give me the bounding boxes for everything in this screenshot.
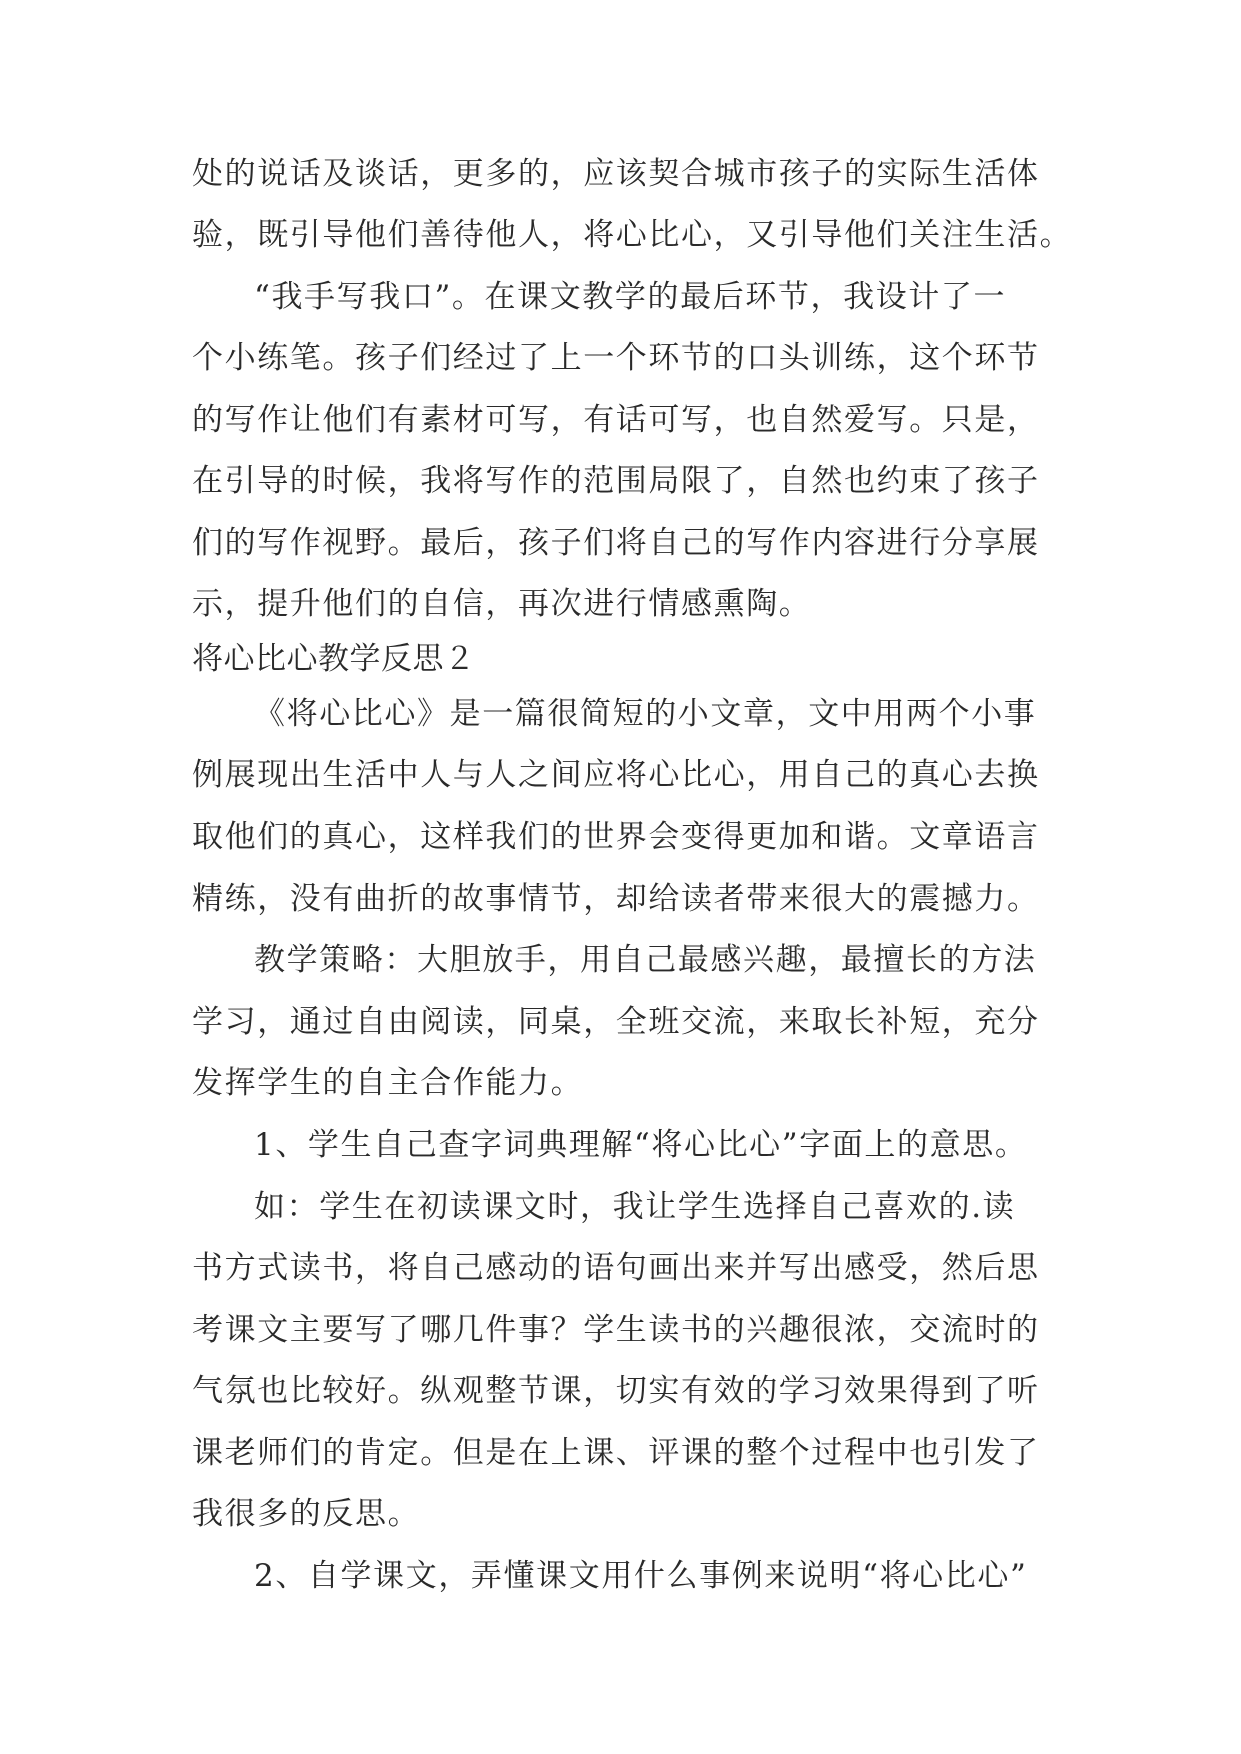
paragraph-line: 在引导的时候，我将写作的范围局限了，自然也约束了孩子 [192,463,1040,499]
paragraph-line: 气氛也比较好。纵观整节课，切实有效的学习效果得到了听 [192,1373,1040,1409]
paragraph-line: 课老师们的肯定。但是在上课、评课的整个过程中也引发了 [192,1435,1040,1471]
paragraph-line: 示，提升他们的自信，再次进行情感熏陶。 [192,586,812,622]
paragraph-line: 取他们的真心，这样我们的世界会变得更加和谐。文章语言 [192,819,1040,855]
paragraph-line: 我很多的反思。 [192,1496,421,1532]
paragraph-line: 考课文主要写了哪几件事？学生读书的兴趣很浓，交流时的 [192,1312,1040,1348]
paragraph-line: 精练，没有曲折的故事情节，却给读者带来很大的震撼力。 [192,881,1040,917]
paragraph-line: 2、自学课文，弄懂课文用什么事例来说明“将心比心” [254,1558,1028,1594]
paragraph-line: 例展现出生活中人与人之间应将心比心，用自己的真心去换 [192,757,1040,793]
paragraph-line: 发挥学生的自主合作能力。 [192,1065,584,1101]
paragraph-line: 个小练笔。孩子们经过了上一个环节的口头训练，这个环节 [192,340,1040,376]
paragraph-line: 处的说话及谈话，更多的，应该契合城市孩子的实际生活体 [192,156,1040,192]
paragraph-line: 1、学生自己查字词典理解“将心比心”字面上的意思。 [254,1127,1028,1163]
paragraph-line: 的写作让他们有素材可写，有话可写，也自然爱写。只是， [192,402,1040,438]
section-heading: 将心比心教学反思２ [192,641,476,677]
paragraph-line: 们的写作视野。最后，孩子们将自己的写作内容进行分享展 [192,525,1040,561]
paragraph-line: 验，既引导他们善待他人，将心比心，又引导他们关注生活。 [192,217,1073,253]
paragraph-line: 《将心比心》是一篇很简短的小文章，文中用两个小事 [254,696,1037,732]
paragraph-line: 学习，通过自由阅读，同桌，全班交流，来取长补短，充分 [192,1004,1040,1040]
paragraph-line: 教学策略：大胆放手，用自己最感兴趣，最擅长的方法 [254,942,1037,978]
paragraph-line: 如：学生在初读课文时，我让学生选择自己喜欢的.读 [254,1189,1016,1225]
paragraph-line: 书方式读书，将自己感动的语句画出来并写出感受，然后思 [192,1250,1040,1286]
paragraph-line: “我手写我口”。在课文教学的最后环节，我设计了一 [254,279,1007,315]
